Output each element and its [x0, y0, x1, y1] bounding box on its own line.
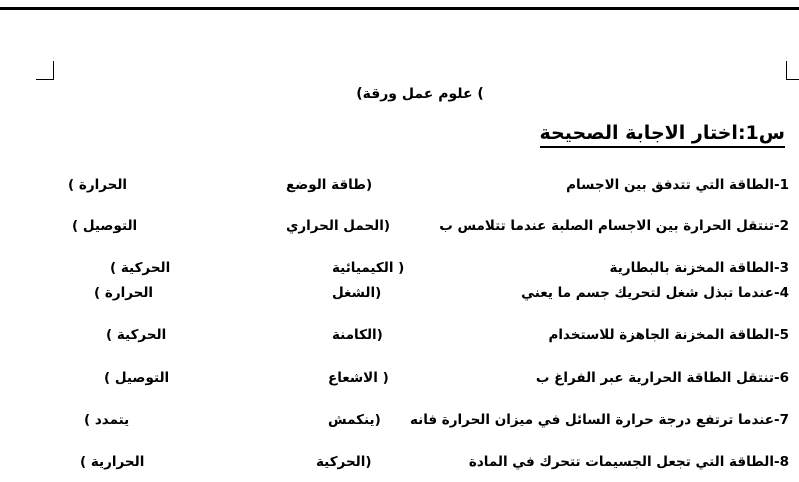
question-1-option-1: (طاقة الوضع [286, 177, 373, 193]
question-6-option-2: التوصيل ) [104, 370, 170, 386]
section-heading: س1:اختار الاجابة الصحيحة [540, 122, 786, 148]
question-3-stem: 3-الطاقة المخزنة بالبطارية [609, 260, 789, 276]
question-1-option-2: الحرارة ) [68, 177, 128, 193]
question-5 [0, 327, 799, 351]
crop-mark-left [36, 61, 54, 80]
question-3 [0, 260, 799, 284]
question-4-option-1: (الشغل [332, 285, 382, 301]
question-4-stem: 4-عندما تبذل شغل لتحريك جسم ما يعني [521, 285, 789, 301]
question-2-stem: 2-تنتقل الحرارة بين الاجسام الصلبة عندما تتلامس ب [439, 218, 789, 234]
question-8-stem: 8-الطاقة التي تجعل الجسيمات تتحرك في المادة [468, 454, 789, 470]
question-1 [0, 177, 799, 201]
question-2-option-1: (الحمل الحراري [286, 218, 390, 234]
question-7 [0, 412, 799, 436]
question-6 [0, 370, 799, 394]
question-6-stem: 6-تنتقل الطاقة الحرارية عبر الفراغ ب [535, 370, 789, 386]
question-3-option-2: الحركية ) [110, 260, 171, 276]
question-2-option-2: التوصيل ) [72, 218, 138, 234]
crop-mark-right [786, 61, 799, 80]
question-4-option-2: الحرارة ) [94, 285, 154, 301]
question-7-option-2: يتمدد ) [84, 412, 130, 428]
question-7-stem: 7-عندما ترتفع درجة حرارة السائل في ميزان الحرارة فانه [409, 412, 789, 428]
question-1-stem: 1-الطاقة التي تتدفق بين الاجسام [566, 177, 789, 193]
question-7-option-1: (ينكمش [328, 412, 381, 428]
question-2 [0, 218, 799, 242]
question-8 [0, 454, 799, 478]
question-4 [0, 285, 799, 309]
question-5-stem: 5-الطاقة المخزنة الجاهزة للاستخدام [548, 327, 789, 343]
worksheet-title: ) علوم عمل ورقة) [356, 86, 484, 102]
top-rule [0, 7, 799, 10]
question-6-option-1: ( الاشعاع [328, 370, 389, 386]
question-5-option-2: الحركية ) [106, 327, 167, 343]
question-8-option-2: الحرارية ) [80, 454, 145, 470]
question-8-option-1: (الحركية [316, 454, 372, 470]
question-5-option-1: (الكامنة [332, 327, 383, 343]
question-3-option-1: ( الكيميائية [332, 260, 405, 276]
